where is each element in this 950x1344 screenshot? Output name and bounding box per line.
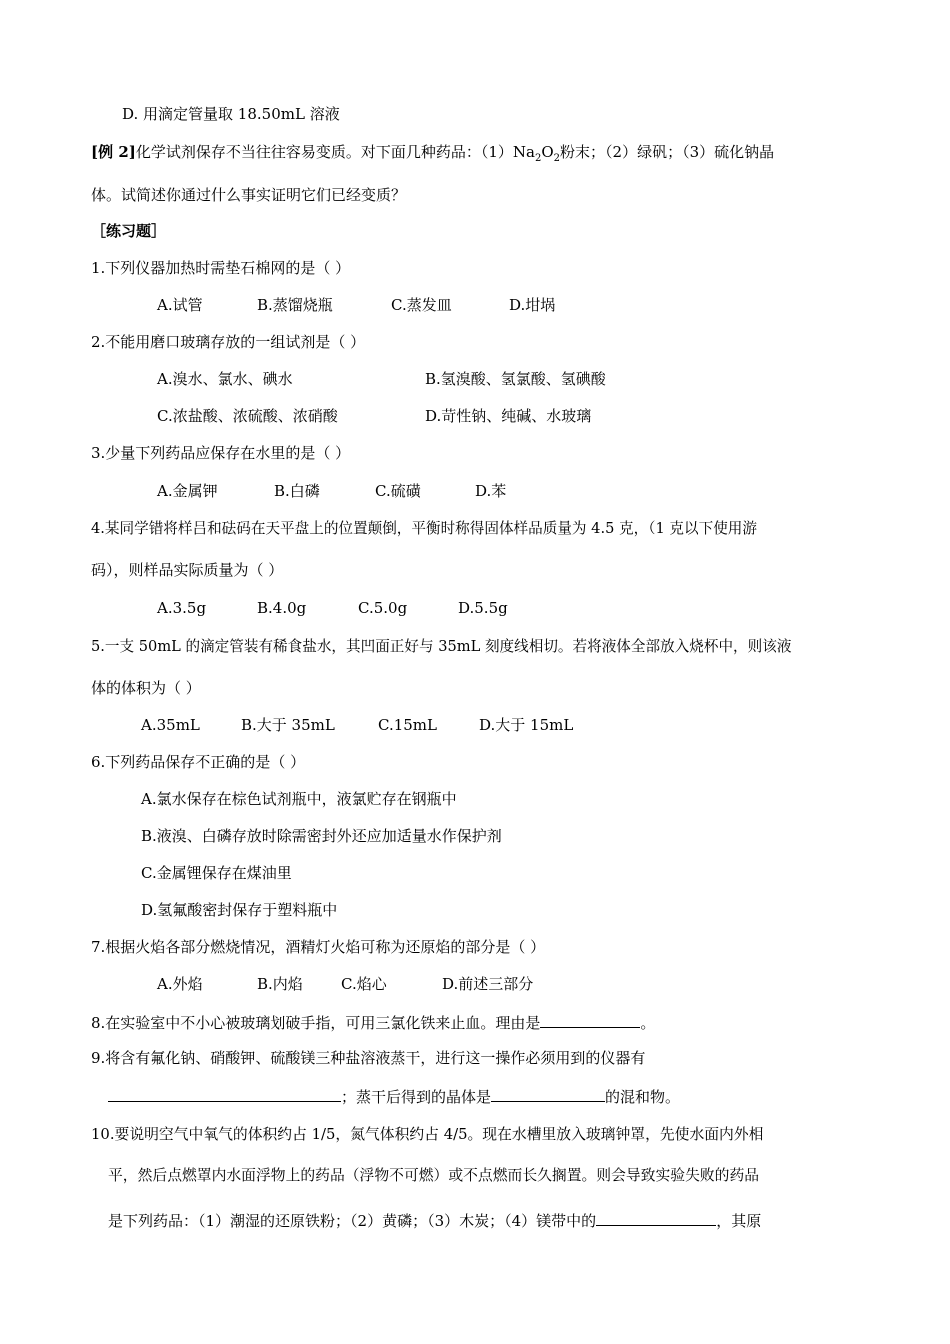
q6-option-a: A.氯水保存在棕色试剂瓶中，液氯贮存在钢瓶中: [141, 790, 457, 808]
q8-line: [91, 1011, 655, 1033]
q2-option-b: B.氢溴酸、氢氯酸、氢碘酸: [425, 370, 606, 388]
q9-line2: [108, 1085, 680, 1107]
example2-line2: 体。试简述你通过什么事实证明它们已经变质？: [91, 186, 407, 204]
q5-line1: 5.一支 50mL 的滴定管装有稀食盐水，其凹面正好与 35mL 刻度线相切。若将液体全部放入烧杯中，则该液: [91, 638, 792, 655]
q4-option-b: B.4.0g: [257, 599, 307, 617]
q10-line3-text: 是下列药品：（1）潮湿的还原铁粉；（2）黄磷；（3）木炭；（4）镁带中的: [108, 1212, 597, 1230]
q10-answer-blank[interactable]: [596, 1209, 716, 1226]
q2-option-a: A.溴水、氯水、碘水: [157, 370, 293, 388]
q8-stem: 8.在实验室中不小心被玻璃划破手指，可用三氯化铁来止血。理由是: [91, 1014, 541, 1032]
example2-mid: O: [541, 143, 554, 161]
q10-line3: [108, 1209, 761, 1231]
q5-option-a: A.35mL: [141, 716, 200, 734]
q4-line2: 码），则样品实际质量为（ ）: [91, 561, 284, 579]
q3-option-d: D.苯: [475, 482, 507, 500]
q10-line2: 平，然后点燃罩内水面浮物上的药品（浮物不可燃）或不点燃而长久搁置。则会导致实验失败的药品: [108, 1167, 760, 1184]
q9-line1: 9.将含有氟化钠、硝酸钾、硫酸镁三种盐溶液蒸干，进行这一操作必须用到的仪器有: [91, 1049, 646, 1067]
q2-stem: 2.不能用磨口玻璃存放的一组试剂是（ ）: [91, 333, 366, 351]
q5-option-c: C.15mL: [378, 716, 437, 734]
q9-mid: ；蒸干后得到的晶体是: [341, 1088, 492, 1106]
q9-crystal-blank[interactable]: [491, 1085, 605, 1102]
q1-option-c: C.蒸发皿: [391, 296, 452, 314]
example2-tag: [例 2]: [91, 143, 136, 161]
q5-option-b: B.大于 35mL: [241, 716, 335, 734]
q6-stem: 6.下列药品保存不正确的是（ ）: [91, 753, 306, 771]
q7-option-a: A.外焰: [157, 975, 203, 993]
example1-option-d: D. 用滴定管量取 18.50mL 溶液: [122, 105, 340, 123]
q10-line3-end: ，其原: [716, 1212, 762, 1230]
q7-option-c: C.焰心: [341, 975, 387, 993]
q9-end: 的混和物。: [605, 1088, 681, 1106]
q6-option-c: C.金属锂保存在煤油里: [141, 864, 292, 882]
q5-option-d: D.大于 15mL: [479, 716, 574, 734]
q7-stem: 7.根据火焰各部分燃烧情况，酒精灯火焰可称为还原焰的部分是（ ）: [91, 938, 546, 956]
q4-option-d: D.5.5g: [458, 599, 508, 617]
example2-text-b: 粉末；（2）绿矾；（3）硫化钠晶: [560, 143, 775, 161]
q1-option-d: D.坩埚: [509, 296, 556, 314]
q8-end: 。: [640, 1014, 656, 1032]
example2-text-a: 化学试剂保存不当往往容易变质。对下面几种药品：（1）Na: [135, 143, 535, 161]
q6-option-b: B.液溴、白磷存放时除需密封外还应加适量水作保护剂: [141, 827, 502, 845]
q4-option-c: C.5.0g: [358, 599, 408, 617]
q6-option-d: D.氢氟酸密封保存于塑料瓶中: [141, 901, 338, 919]
q5-line2: 体的体积为（ ）: [91, 679, 201, 697]
q7-option-b: B.内焰: [257, 975, 303, 993]
q1-option-a: A.试管: [157, 296, 203, 314]
q9-instrument-blank[interactable]: [108, 1085, 341, 1102]
q2-option-d: D.苛性钠、纯碱、水玻璃: [425, 407, 592, 425]
q3-option-c: C.硫磺: [375, 482, 421, 500]
q10-line1: 10.要说明空气中氧气的体积约占 1/5，氮气体积约占 4/5。现在水槽里放入玻璃钟罩，先使水面内外相: [91, 1126, 764, 1143]
q2-option-c: C.浓盐酸、浓硫酸、浓硝酸: [157, 407, 338, 425]
q3-option-b: B.白磷: [274, 482, 320, 500]
example2-line1: [91, 142, 774, 162]
q3-stem: 3.少量下列药品应保存在水里的是（ ）: [91, 444, 351, 462]
q3-option-a: A.金属钾: [157, 482, 218, 500]
example2-sub1: 2: [534, 153, 542, 164]
q4-line1: 4.某同学错将样吕和砝码在天平盘上的位置颠倒，平衡时称得固体样品质量为 4.5 克，（1 克以下使用游: [91, 520, 757, 537]
example2-sub2: 2: [553, 153, 561, 164]
q4-option-a: A.3.5g: [157, 599, 207, 617]
q7-option-d: D.前述三部分: [442, 975, 534, 993]
section-title: ［练习题］: [91, 222, 167, 240]
q1-stem: 1.下列仪器加热时需垫石棉网的是（ ）: [91, 259, 351, 277]
q1-option-b: B.蒸馏烧瓶: [257, 296, 333, 314]
q8-answer-blank[interactable]: [540, 1011, 640, 1028]
